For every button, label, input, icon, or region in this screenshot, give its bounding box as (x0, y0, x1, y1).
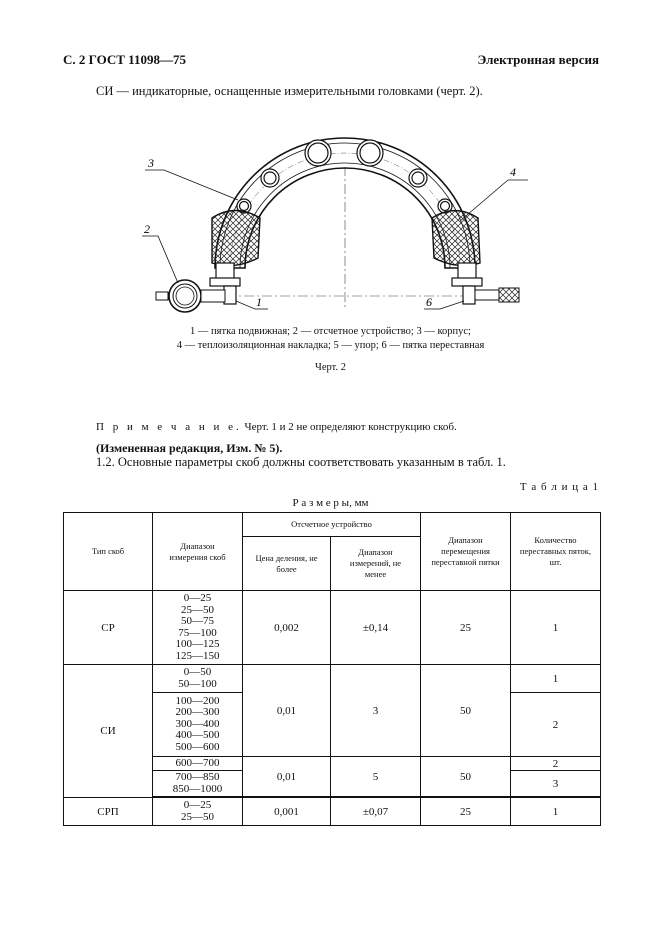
ranges-si-d (153, 771, 243, 797)
drawing-title: Черт. 2 (315, 362, 346, 373)
note-label: П р и м е ч а н и е. (96, 421, 242, 433)
amendment: (Измененная редакция, Изм. № 5). (96, 441, 283, 455)
note-text: Черт. 1 и 2 не определяют конструкцию скоб. (244, 421, 457, 433)
callout-3: 3 (148, 156, 154, 170)
table-label: Т а б л и ц а 1 (519, 481, 599, 493)
ranges-si-b (153, 693, 243, 757)
count-si-b: 2 (511, 693, 601, 757)
type-srp: СРП (64, 798, 153, 826)
div-si-2: 0,01 (243, 757, 331, 797)
type-sr: СР (64, 591, 153, 665)
range: 100—200 (175, 694, 220, 707)
col-div: Цена деления, не более (243, 537, 331, 591)
range: 0—25 (183, 799, 212, 811)
count-si-c: 2 (511, 757, 601, 771)
left-insulation-pad (212, 211, 260, 266)
range: 300—400 (175, 717, 220, 730)
ranges-si-a (153, 665, 243, 693)
table-row (64, 665, 601, 693)
page-header-right: Электронная версия (477, 52, 599, 67)
ranges-srp (153, 798, 243, 826)
col-range: Диапазон измерения скоб (153, 513, 243, 591)
adjustable-anvil (463, 286, 519, 304)
count-sr: 1 (511, 591, 601, 665)
units-label: Р а з м е р ы, мм (292, 497, 369, 509)
div-si-1: 0,01 (243, 665, 331, 757)
range: 400—500 (175, 729, 220, 742)
range: 100—125 (175, 638, 220, 650)
drawing-caption-1: 1 — пятка подвижная; 2 — отсчетное устройство; 3 — корпус; (190, 326, 471, 337)
range: 75—100 (178, 626, 217, 639)
range: 0—25 (183, 592, 212, 604)
intro-text: СИ — индикаторные, оснащенные измерительными головками (черт. 2). (96, 84, 483, 98)
callout-2: 2 (144, 222, 150, 236)
count-si-d: 3 (511, 771, 601, 797)
meas-si-1: 3 (331, 665, 421, 757)
meas-si-2: 5 (331, 757, 421, 797)
movable-anvil (224, 286, 236, 304)
col-reader: Отсчетное устройство (243, 513, 421, 537)
type-si: СИ (64, 665, 153, 798)
col-shift: Диапазон перемещения переставной пятки (421, 513, 511, 591)
parameters-table (63, 512, 601, 826)
drawing-caption-2: 4 — теплоизоляционная накладка; 5 — упор; 6 — пятка переставная (176, 340, 485, 351)
col-count: Количество переставных пяток, шт. (511, 513, 601, 591)
count-srp: 1 (511, 798, 601, 826)
col-type: Тип скоб (64, 513, 153, 591)
callout-1: 1 (256, 295, 262, 309)
range: 0—50 (183, 666, 212, 678)
range: 125—150 (175, 649, 220, 662)
callout-6: 6 (426, 295, 432, 309)
caliper-drawing (140, 118, 530, 323)
meas-sr: ±0,14 (331, 591, 421, 665)
callout-4: 4 (510, 165, 516, 179)
note (96, 421, 457, 433)
count-si-a: 1 (511, 665, 601, 693)
page-header-left: С. 2 ГОСТ 11098—75 (63, 52, 186, 67)
div-srp: 0,001 (243, 798, 331, 826)
shift-sr: 25 (421, 591, 511, 665)
range: 850—1000 (172, 782, 223, 795)
range: 200—300 (175, 706, 220, 719)
range: 50—75 (181, 615, 214, 627)
range: 25—50 (181, 810, 214, 823)
range: 700—850 (175, 771, 220, 783)
ranges-si-c (153, 757, 243, 771)
meas-srp: ±0,07 (331, 798, 421, 826)
range: 25—50 (181, 603, 214, 616)
ranges-sr (153, 591, 243, 665)
range: 50—100 (178, 677, 217, 690)
shift-si-1: 50 (421, 665, 511, 757)
range: 500—600 (175, 740, 220, 753)
col-meas: Диапазон измерений, не менее (331, 537, 421, 591)
table-row (64, 591, 601, 665)
div-sr: 0,002 (243, 591, 331, 665)
table-row (64, 798, 601, 826)
shift-srp: 25 (421, 798, 511, 826)
right-insulation-pad (432, 211, 480, 266)
range: 600—700 (175, 756, 220, 769)
shift-si-2: 50 (421, 757, 511, 797)
clause-1-2: 1.2. Основные параметры скоб должны соответствовать указанным в табл. 1. (96, 455, 506, 469)
